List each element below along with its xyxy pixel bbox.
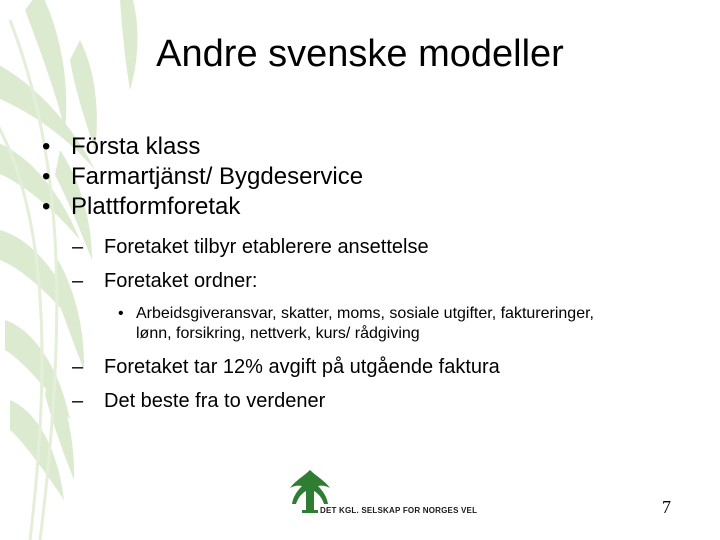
list-item-text: Plattformforetak bbox=[71, 193, 241, 220]
slide-content bbox=[42, 132, 682, 418]
sub-list-item-text: Foretaket ordner: bbox=[104, 270, 258, 292]
dash-marker: – bbox=[72, 356, 84, 378]
page-number: 7 bbox=[662, 497, 671, 517]
dash-marker: – bbox=[72, 236, 84, 258]
list-item bbox=[42, 132, 682, 162]
list-item-text: Första klass bbox=[71, 133, 201, 160]
sub-sub-list-item-text: Arbeidsgiveransvar, skatter, moms, sosiale utgifter, faktureringer, lønn, forsikring, nettverk, kurs/ rådgiving bbox=[136, 305, 594, 342]
sub-list-item bbox=[72, 350, 682, 384]
sub-list-item-text: Foretaket tar 12% avgift på utgående faktura bbox=[104, 356, 500, 378]
logo-text: DET KGL. SELSKAP FOR NORGES VEL bbox=[320, 506, 478, 515]
list-item bbox=[42, 162, 682, 192]
sub-list bbox=[42, 230, 682, 298]
dash-marker: – bbox=[72, 390, 84, 412]
sub-list-item bbox=[72, 384, 682, 418]
sub-list-item-text: Det beste fra to verdener bbox=[104, 390, 326, 412]
sub-list-item bbox=[72, 264, 682, 298]
sub-sub-list bbox=[42, 304, 682, 344]
bullet-marker: • bbox=[118, 305, 124, 322]
sub-sub-list-item bbox=[118, 304, 626, 344]
sub-list-continued bbox=[42, 350, 682, 418]
slide-title: Andre svenske modeller bbox=[156, 33, 564, 75]
bullet-marker: • bbox=[42, 133, 51, 160]
bullet-marker: • bbox=[42, 163, 51, 190]
sub-list-item bbox=[72, 230, 682, 264]
list-item bbox=[42, 192, 682, 222]
dash-marker: – bbox=[72, 270, 84, 292]
bullet-list bbox=[42, 132, 682, 222]
sub-list-item-text: Foretaket tilbyr etablerere ansettelse bbox=[104, 236, 429, 258]
bullet-marker: • bbox=[42, 193, 51, 220]
list-item-text: Farmartjänst/ Bygdeservice bbox=[71, 163, 364, 190]
